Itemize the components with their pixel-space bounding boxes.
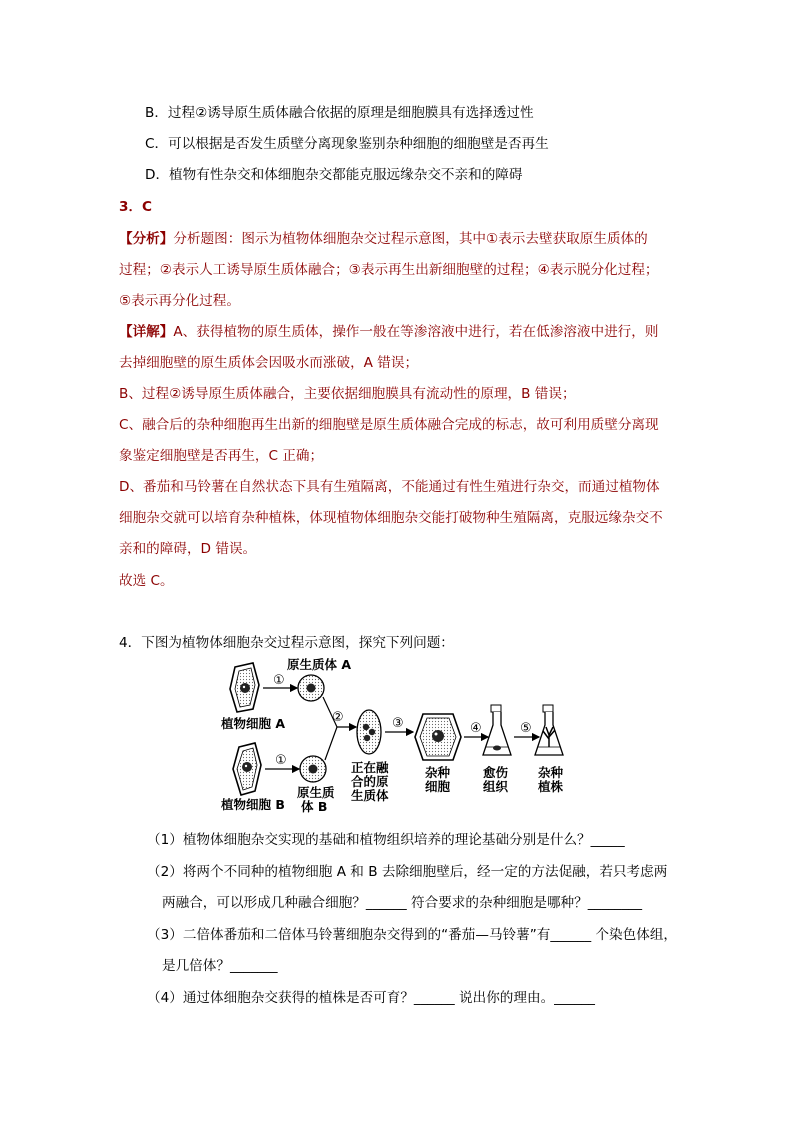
merge-line-bottom [325,727,337,760]
hybrid-plant-flask [535,705,563,755]
callus-flask [483,705,511,755]
analysis-line-3: ⑤表示再分化过程。 [119,293,240,309]
label-fusing-1: 正在融 [351,760,389,775]
detail-d-line-3: 亲和的障碍，D 错误。 [119,541,257,557]
sub-question-2-line-2: 两融合，可以形成几种融合细胞？______ 符合要求的杂种细胞是哪种？________ [162,895,643,911]
protoplast-b [300,756,326,782]
label-protoplast-b-2: 体 B [301,799,328,814]
label-fusing-2: 合的原 [351,774,389,789]
analysis-text-1: 分析题图：图示为植物体细胞杂交过程示意图，其中①表示去壁获取原生质体的 [173,231,648,247]
detail-d-line-2: 细胞杂交就可以培育杂种植株，体现植物体细胞杂交能打破物种生殖隔离，克服远缘杂交不 [119,510,663,526]
sub-question-3-line-2: 是几倍体？_______ [162,958,278,974]
detail-d-line-1: D、番茄和马铃薯在自然状态下具有生殖隔离，不能通过有性生殖进行杂交，而通过植物体 [119,479,660,495]
conclusion: 故选 C。 [119,573,174,589]
label-plant-cell-b: 植物细胞 B [221,797,285,812]
answer-number: 3．C [119,199,153,215]
label-hybrid-1: 杂种 [425,765,451,780]
step-2-label: ② [332,710,344,725]
option-c: C．可以根据是否发生质壁分离现象鉴别杂种细胞的细胞壁是否再生 [145,136,549,152]
fusing-protoplast [357,710,381,754]
detail-a-line-1 [119,322,658,342]
cell-fusion-diagram [215,657,600,815]
sub-question-3-line-1: （3）二倍体番茄和二倍体马铃薯细胞杂交得到的“番茄—马铃薯”有______ 个染色体组， [147,927,678,943]
label-callus-2: 组织 [483,779,509,794]
detail-a-text-1: A、获得植物的原生质体，操作一般在等渗溶液中进行，若在低渗溶液中进行，则 [173,324,659,340]
step-1a-label: ① [273,673,285,688]
label-protoplast-a: 原生质体 A [287,657,352,672]
analysis-line-1 [119,229,648,249]
label-plant-2: 植株 [538,779,564,794]
sub-question-1: （1）植物体细胞杂交实现的基础和植物组织培养的理论基础分别是什么？_____ [147,832,625,848]
option-d: D．植物有性杂交和体细胞杂交都能克服远缘杂交不亲和的障碍 [145,167,523,183]
protoplast-a [298,675,324,701]
label-plant-1: 杂种 [538,765,564,780]
step-4-label: ④ [470,721,482,736]
analysis-line-2: 过程；②表示人工诱导原生质体融合；③表示再生出新细胞壁的过程；④表示脱分化过程； [119,262,659,278]
step-1b-label: ① [275,753,287,768]
detail-c-line-2: 象鉴定细胞壁是否再生，C 正确； [119,448,324,464]
step-5-label: ⑤ [520,721,532,736]
option-b: B．过程②诱导原生质体融合依据的原理是细胞膜具有选择透过性 [145,105,534,121]
label-fusing-3: 生质体 [351,788,389,803]
label-hybrid-2: 细胞 [425,779,451,794]
step-3-label: ③ [392,716,404,731]
plant-cell-a [230,663,259,712]
detail-tag: 【详解】 [119,324,174,340]
plant-cell-b [233,743,261,795]
sub-question-4: （4）通过体细胞杂交获得的植株是否可育？______ 说出你的理由。______ [147,990,595,1006]
detail-a-line-2: 去掉细胞壁的原生质体会因吸水而涨破，A 错误； [119,355,419,371]
sub-question-2-line-1: （2）将两个不同种的植物细胞 A 和 B 去除细胞壁后，经一定的方法促融，若只考虑两 [147,864,668,880]
analysis-tag: 【分析】 [119,231,174,247]
label-callus-1: 愈伤 [483,765,509,780]
question-4-stem: 4．下图为植物体细胞杂交过程示意图，探究下列问题： [119,635,454,651]
label-plant-cell-a: 植物细胞 A [221,716,286,731]
label-protoplast-b-1: 原生质 [297,785,335,800]
hybrid-cell [415,714,461,760]
detail-b: B、过程②诱导原生质体融合，主要依据细胞膜具有流动性的原理，B 错误； [119,386,576,402]
detail-c-line-1: C、融合后的杂种细胞再生出新的细胞壁是原生质体融合完成的标志，故可利用质壁分离现 [119,417,659,433]
